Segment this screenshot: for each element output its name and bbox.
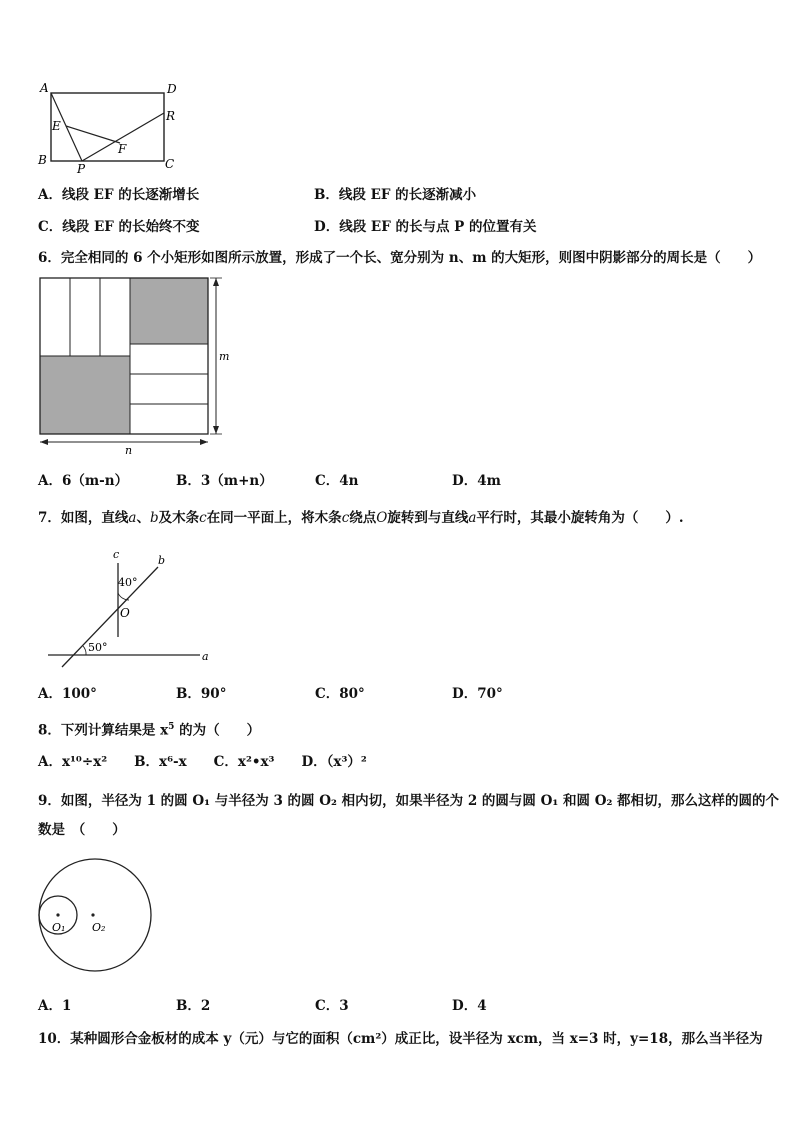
q9-stem-line1: 9．如图，半径为 1 的圆 O₁ 与半径为 3 的圆 O₂ 相内切，如果半径为 2 的圆与圆 O₁ 和圆 O₂ 都相切，那么这样的圆的个	[38, 793, 780, 809]
q7-label-c: c	[113, 548, 120, 561]
q5-label-a: A	[40, 81, 49, 95]
q7-stem-prefix: 7．如图，直线	[38, 510, 129, 526]
q7-var-c: c	[199, 510, 207, 526]
q9-option-a: A．1	[38, 998, 72, 1014]
q6-label-n: n	[125, 444, 133, 457]
q6-shaded-top-right	[130, 278, 208, 344]
q8-stem-prefix: 8．下列计算结果是 x	[38, 722, 169, 739]
q8-options: A．x¹⁰÷x² B．x⁶-x C．x²•x³ D．（x³）²	[38, 754, 367, 770]
q7-label-o: O	[120, 606, 130, 620]
q6-option-b: B．3（m+n）	[176, 473, 273, 489]
q7-stem	[38, 509, 684, 527]
q7-stem-mid4: 旋转到与直线	[387, 510, 469, 526]
q9-stem-line2: 数是 （ ）	[38, 822, 126, 838]
q7-lines-figure	[40, 545, 220, 670]
q5-option-d: D．线段 EF 的长与点 P 的位置有关	[314, 219, 537, 235]
q9-option-d: D．4	[452, 998, 487, 1014]
q7-option-a: A．100°	[38, 686, 97, 702]
q7-var-a: a	[128, 510, 137, 526]
q8-stem-exponent: 5	[168, 722, 175, 732]
q9-circles-figure	[34, 855, 158, 977]
q9-label-o1: O₁	[52, 921, 66, 934]
q6-option-c: C．4n	[315, 473, 359, 489]
q7-var-b: b	[149, 510, 159, 526]
q8-stem	[38, 718, 260, 740]
q6-stem: 6．完全相同的 6 个小矩形如图所示放置，形成了一个长、宽分别为 n、m 的大矩形，则图中阴影部分的周长是（ ）	[38, 250, 762, 266]
q8-stem-suffix: 的为（ ）	[174, 722, 261, 739]
q7-label-angle-top: 40°	[118, 576, 138, 589]
q6-option-d: D．4m	[452, 473, 501, 489]
q7-sep: 、	[136, 510, 150, 526]
q9-option-b: B．2	[176, 998, 211, 1014]
q7-label-angle-bottom: 50°	[88, 641, 108, 654]
q7-stem-mid2: 在同一平面上，将木条	[206, 510, 342, 526]
q6-option-a: A．6（m-n）	[38, 473, 129, 489]
q7-stem-end: 平行时，其最小旋转角为（ ）.	[476, 510, 684, 526]
q5-label-b: B	[38, 153, 47, 167]
q7-var-o: O	[376, 510, 388, 526]
q7-option-d: D．70°	[452, 686, 503, 702]
q5-label-r: R	[166, 109, 176, 123]
q5-option-c: C．线段 EF 的长始终不变	[38, 219, 200, 235]
q5-rectangle-figure	[34, 80, 184, 176]
q5-label-p: P	[77, 162, 86, 176]
q7-stem-mid3: 绕点	[349, 510, 377, 526]
q7-var-c2: c	[341, 510, 350, 526]
q10-stem: 10．某种圆形合金板材的成本 y（元）与它的面积（cm²）成正比，设半径为 xcm，当 x=3 时，y=18，那么当半径为	[38, 1031, 763, 1047]
q6-shaded-bottom-left	[40, 356, 130, 434]
q6-rectangle-figure	[34, 272, 244, 458]
q9-label-o2: O₂	[92, 921, 106, 934]
q7-stem-mid1: 及木条	[158, 510, 200, 526]
q5-label-d: D	[167, 82, 177, 96]
q7-label-b: b	[158, 554, 166, 567]
q6-label-m: m	[219, 350, 230, 363]
q5-label-e: E	[52, 119, 61, 133]
q7-option-c: C．80°	[315, 686, 365, 702]
q5-option-b: B．线段 EF 的长逐渐减小	[314, 187, 477, 203]
q7-label-a: a	[202, 650, 209, 663]
q5-option-a: A．线段 EF 的长逐渐增长	[38, 187, 200, 203]
q5-label-c: C	[165, 157, 175, 171]
q5-label-f: F	[118, 142, 127, 156]
q7-option-b: B．90°	[176, 686, 227, 702]
q7-var-a2: a	[468, 510, 477, 526]
q9-option-c: C．3	[315, 998, 349, 1014]
